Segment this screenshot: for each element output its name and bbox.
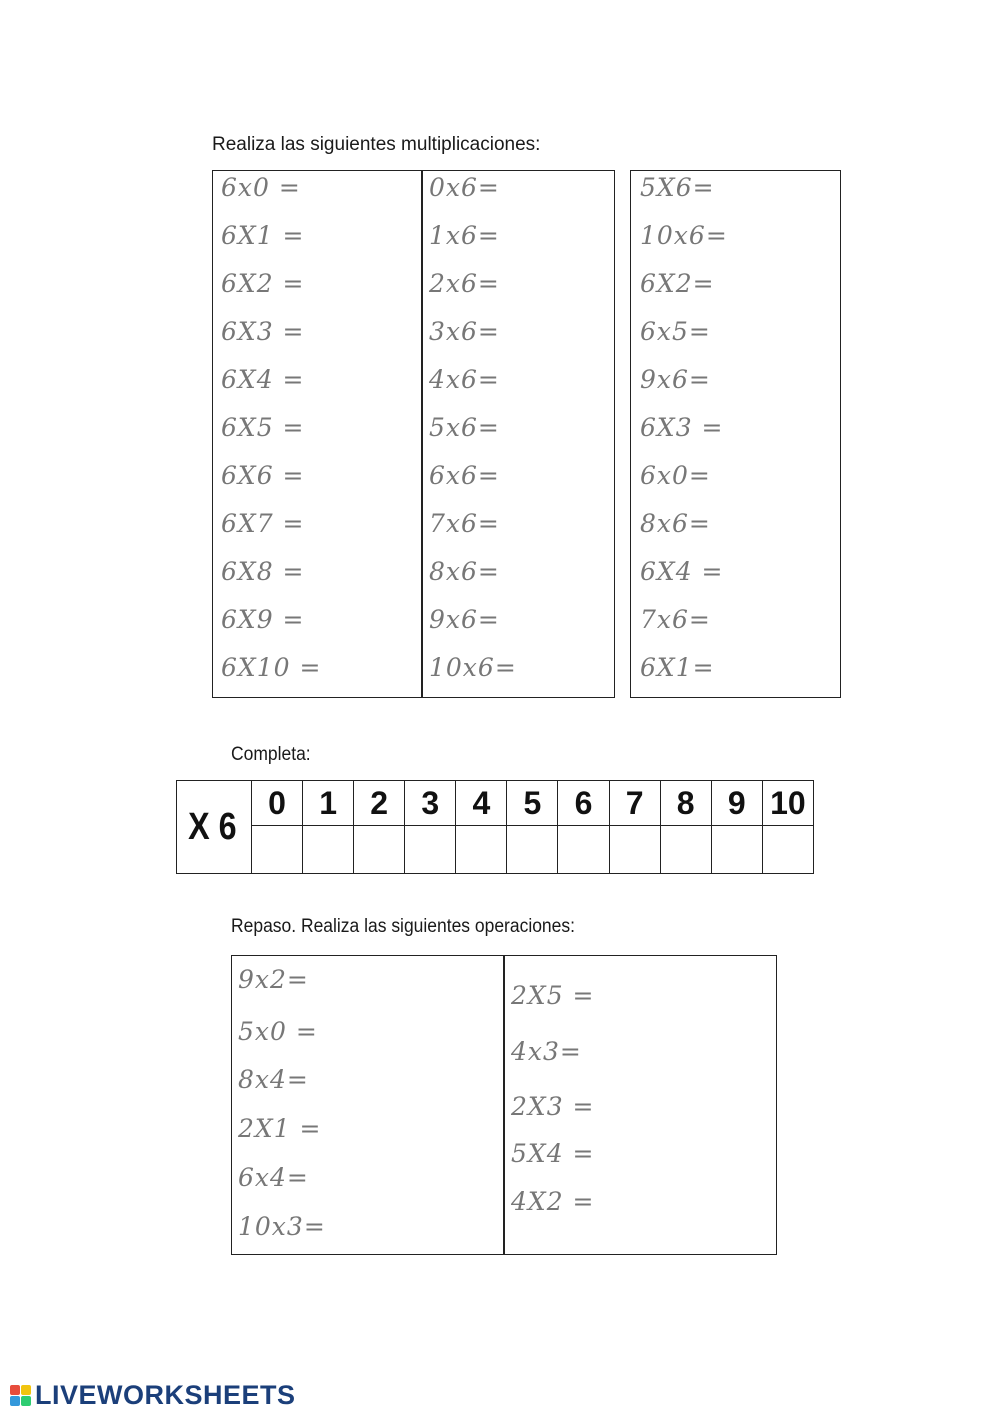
logo-square: [10, 1396, 20, 1406]
exercise-item: 9x6=: [640, 365, 711, 394]
exercise-item: 8x6=: [429, 557, 500, 586]
times-table: [176, 780, 814, 874]
review-item: 8x4=: [238, 1065, 309, 1094]
exercise-item: 5X6=: [640, 173, 715, 202]
table-number-header: 1: [303, 781, 354, 826]
review-item: 6x4=: [238, 1163, 309, 1192]
table-number-header: 5: [507, 781, 558, 826]
section1-heading: Realiza las siguientes multiplicaciones:: [212, 134, 541, 155]
brand-name: LIVEWORKSHEETS: [35, 1379, 296, 1410]
answer-cell[interactable]: [252, 826, 303, 874]
brand-logo[interactable]: [10, 1380, 296, 1410]
table-number-header: 3: [405, 781, 456, 826]
exercise-item: 0x6=: [429, 173, 500, 202]
exercise-item: 6X3 =: [221, 317, 305, 346]
table-number-header: 2: [354, 781, 405, 826]
exercise-item: 10x6=: [429, 653, 517, 682]
section2-heading: Completa:: [231, 744, 311, 765]
answer-cell[interactable]: [507, 826, 558, 874]
table-number-header: 7: [609, 781, 660, 826]
table-number-header: 4: [456, 781, 507, 826]
exercise-item: 6X2 =: [221, 269, 305, 298]
exercise-item: 7x6=: [429, 509, 500, 538]
exercise-item: 3x6=: [429, 317, 500, 346]
table-number-header: 6: [558, 781, 609, 826]
exercise-item: 6x6=: [429, 461, 500, 490]
review-divider: [503, 955, 505, 1255]
review-item: 10x3=: [238, 1212, 326, 1241]
answer-cell[interactable]: [660, 826, 711, 874]
exercise-item: 6X2=: [640, 269, 715, 298]
logo-square: [10, 1385, 20, 1395]
review-item: 2X3 =: [511, 1092, 595, 1121]
exercise-item: 6X10 =: [221, 653, 322, 682]
review-item: 5x0 =: [238, 1017, 318, 1046]
section3-column-1: [238, 962, 326, 1258]
exercise-item: 1x6=: [429, 221, 500, 250]
exercise-item: 4x6=: [429, 365, 500, 394]
exercise-item: 2x6=: [429, 269, 500, 298]
logo-squares-icon: [10, 1385, 31, 1406]
review-item: 5X4 =: [511, 1139, 595, 1168]
exercise-item: 7x6=: [640, 605, 711, 634]
exercise-item: 10x6=: [640, 221, 728, 250]
review-item: 4x3=: [511, 1037, 582, 1066]
table-number-header: 9: [711, 781, 762, 826]
review-item: 9x2=: [238, 965, 309, 994]
answer-cell[interactable]: [303, 826, 354, 874]
exercise-item: 6x0=: [640, 461, 711, 490]
exercise-item: 6X1 =: [221, 221, 305, 250]
table-number-header: 10: [762, 781, 813, 826]
column-divider: [421, 170, 423, 698]
answer-cell[interactable]: [558, 826, 609, 874]
logo-square: [21, 1396, 31, 1406]
review-item: 4X2 =: [511, 1187, 595, 1216]
exercise-item: 6X7 =: [221, 509, 305, 538]
exercise-item: 6X8 =: [221, 557, 305, 586]
answer-cell[interactable]: [354, 826, 405, 874]
answer-cell[interactable]: [711, 826, 762, 874]
exercise-item: 6X1=: [640, 653, 715, 682]
exercise-item: 8x6=: [640, 509, 711, 538]
answer-cell[interactable]: [405, 826, 456, 874]
section3-column-2: [511, 978, 595, 1232]
multiplier-label: X 6: [182, 781, 246, 874]
answer-cell[interactable]: [456, 826, 507, 874]
review-item: 2X1 =: [238, 1114, 322, 1143]
exercise-item: 5x6=: [429, 413, 500, 442]
exercise-item: 6X6 =: [221, 461, 305, 490]
review-item: 2X5 =: [511, 981, 595, 1010]
exercise-item: 6X4 =: [221, 365, 305, 394]
answer-cell[interactable]: [609, 826, 660, 874]
exercise-item: 6x0 =: [221, 173, 301, 202]
table-number-header: 8: [660, 781, 711, 826]
exercise-item: 6x5=: [640, 317, 711, 346]
exercise-item: 9x6=: [429, 605, 500, 634]
section1-column-3: [640, 170, 728, 698]
section1-column-2: [429, 170, 517, 698]
answer-cell[interactable]: [762, 826, 813, 874]
table-number-header: 0: [252, 781, 303, 826]
exercise-item: 6X3 =: [640, 413, 724, 442]
logo-square: [21, 1385, 31, 1395]
section3-heading: Repaso. Realiza las siguientes operaciones:: [231, 916, 575, 937]
exercise-item: 6X4 =: [640, 557, 724, 586]
exercise-item: 6X9 =: [221, 605, 305, 634]
section1-column-1: [221, 170, 321, 698]
exercise-item: 6X5 =: [221, 413, 305, 442]
